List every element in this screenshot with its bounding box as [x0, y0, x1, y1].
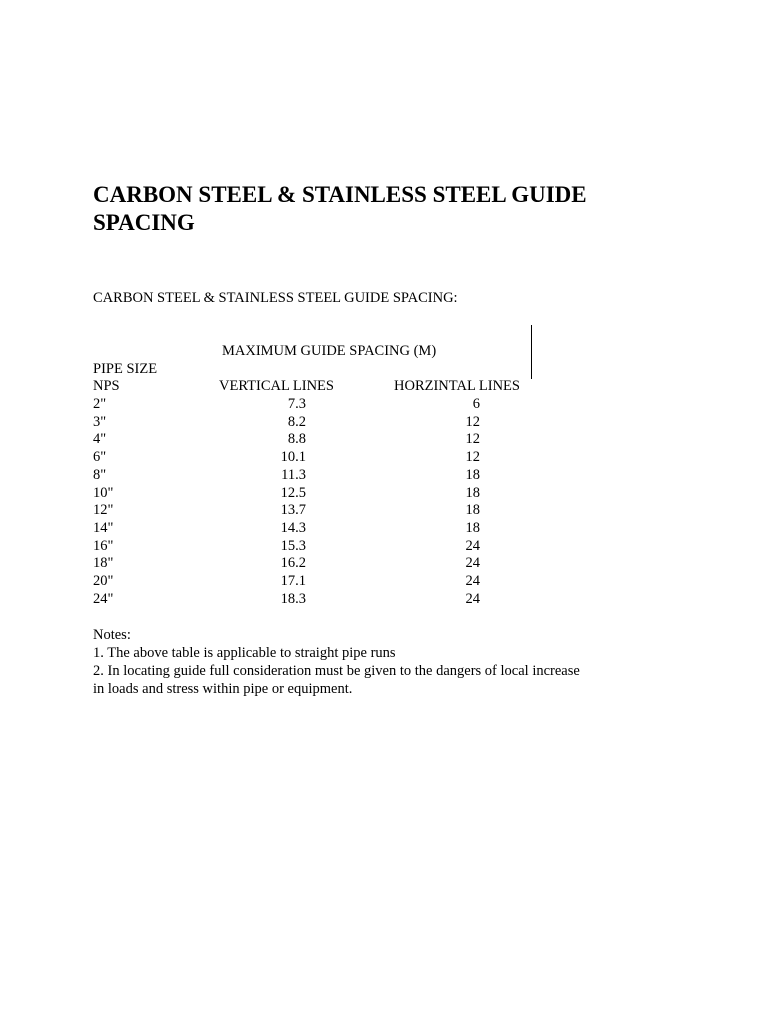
pipe-size-cell: 6" [93, 449, 107, 466]
vertical-spacing-cell: 11.3 [281, 466, 306, 483]
table-row [93, 591, 553, 609]
table-row [93, 520, 553, 538]
vertical-spacing-cell: 8.8 [287, 431, 306, 448]
vertical-spacing-cell: 8.2 [287, 413, 306, 430]
pipe-size-cell: 14" [93, 519, 114, 536]
horizontal-spacing-cell: 24 [465, 537, 480, 554]
vertical-spacing-cell: 15.3 [280, 537, 306, 554]
pipe-size-cell: 10" [93, 484, 114, 501]
horizontal-spacing-cell: 12 [465, 449, 480, 466]
horizontal-spacing-cell: 6 [472, 396, 480, 413]
vertical-spacing-cell: 17.1 [280, 572, 306, 589]
table-row [93, 396, 553, 414]
guide-spacing-table [93, 343, 553, 608]
table-row [93, 502, 553, 520]
vertical-lines-header: VERTICAL LINES [219, 378, 334, 395]
pipe-size-cell: 12" [93, 502, 114, 519]
vertical-spacing-cell: 7.3 [287, 396, 306, 413]
horizontal-spacing-cell: 18 [465, 519, 480, 536]
pipe-size-cell: 8" [93, 466, 107, 483]
table-header-row-1 [93, 361, 553, 379]
table-row [93, 431, 553, 449]
pipe-size-cell: 20" [93, 572, 114, 589]
horizontal-spacing-cell: 12 [465, 431, 480, 448]
vertical-spacing-cell: 10.1 [280, 449, 306, 466]
horizontal-spacing-cell: 18 [465, 502, 480, 519]
table-group-header-row [93, 343, 553, 361]
vertical-spacing-cell: 12.5 [280, 484, 306, 501]
nps-header: NPS [93, 378, 120, 395]
table-row [93, 449, 553, 467]
section-subtitle: CARBON STEEL & STAINLESS STEEL GUIDE SPACING: [93, 290, 458, 306]
notes-section [93, 626, 593, 698]
horizontal-lines-header: HORZINTAL LINES [394, 378, 520, 395]
vertical-spacing-cell: 16.2 [280, 555, 306, 572]
table-row [93, 485, 553, 503]
table-row [93, 467, 553, 485]
horizontal-spacing-cell: 18 [465, 466, 480, 483]
vertical-spacing-cell: 18.3 [280, 590, 306, 607]
vertical-spacing-cell: 14.3 [280, 519, 306, 536]
table-row [93, 555, 553, 573]
pipe-size-header: PIPE SIZE [93, 360, 158, 377]
horizontal-spacing-cell: 18 [465, 484, 480, 501]
horizontal-spacing-cell: 12 [465, 413, 480, 430]
pipe-size-cell: 18" [93, 555, 114, 572]
note-item: 1. The above table is applicable to straight pipe runs [93, 645, 396, 661]
table-row [93, 414, 553, 432]
table-row [93, 573, 553, 591]
notes-heading: Notes: [93, 627, 131, 643]
horizontal-spacing-cell: 24 [465, 572, 480, 589]
pipe-size-cell: 2" [93, 396, 107, 413]
note-item: 2. In locating guide full consideration must be given to the dangers of local increase in loads and stress within pipe or equipment. [93, 663, 580, 697]
table-header-row-2 [93, 378, 553, 396]
horizontal-spacing-cell: 24 [465, 555, 480, 572]
pipe-size-cell: 4" [93, 431, 107, 448]
group-header: MAXIMUM GUIDE SPACING (M) [222, 343, 437, 359]
pipe-size-cell: 24" [93, 590, 114, 607]
document-title: CARBON STEEL & STAINLESS STEEL GUIDE SPACING [93, 182, 587, 235]
pipe-size-cell: 3" [93, 413, 107, 430]
table-body [93, 396, 553, 608]
pipe-size-cell: 16" [93, 537, 114, 554]
vertical-spacing-cell: 13.7 [280, 502, 306, 519]
table-row [93, 538, 553, 556]
horizontal-spacing-cell: 24 [465, 590, 480, 607]
